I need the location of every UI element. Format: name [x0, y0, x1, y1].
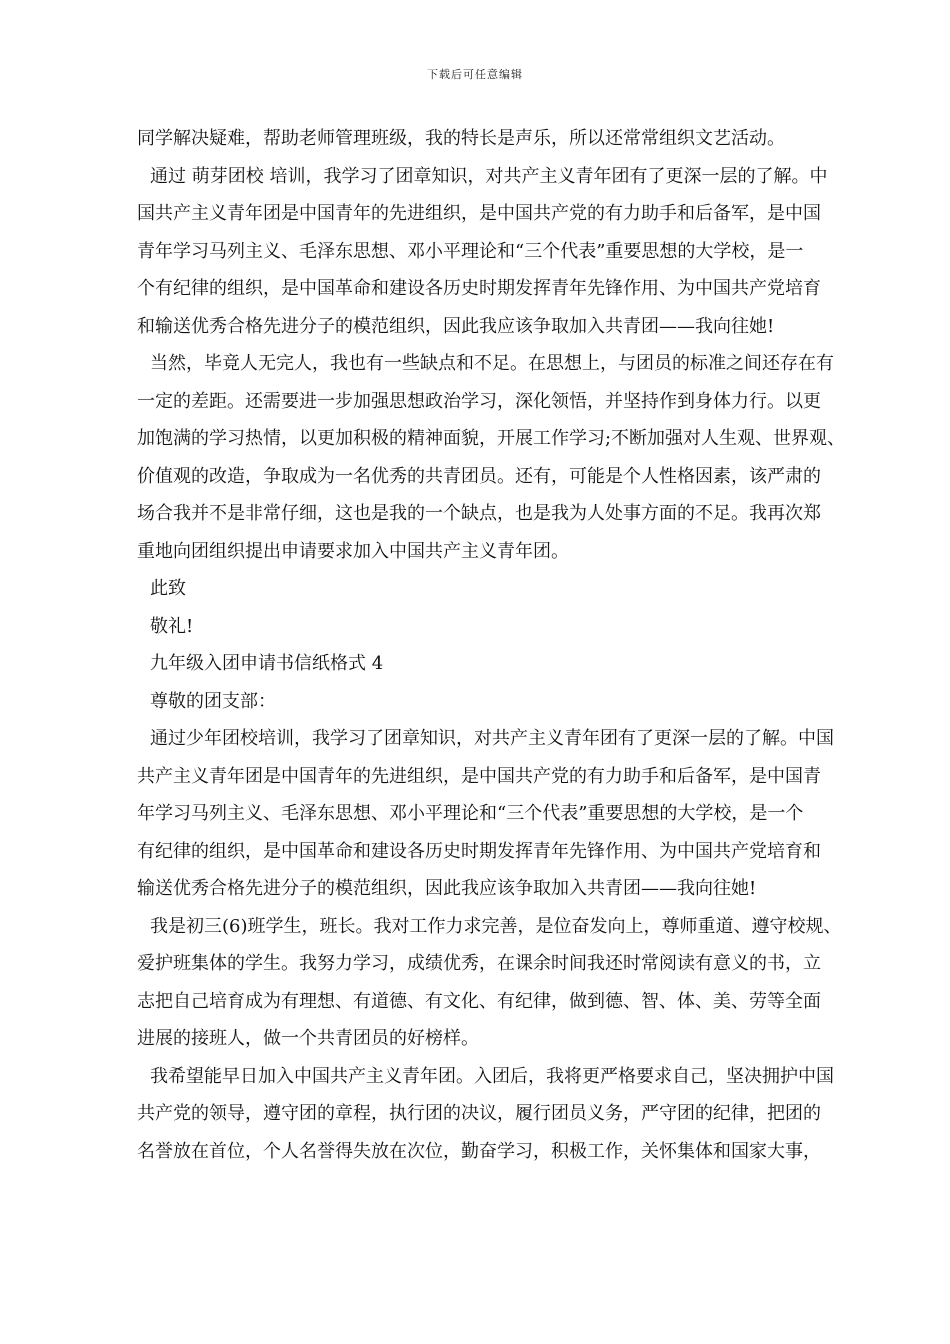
text-line: 我希望能早日加入中国共产主义青年团。入团后，我将更严格要求自己，坚决拥护中国	[150, 1065, 834, 1087]
text-line: 国共产主义青年团是中国青年的先进组织，是中国共产党的有力助手和后备军，是中国	[137, 203, 821, 224]
page-header: 下载后可任意编辑	[427, 68, 523, 81]
text-line: 同学解决疑难，帮助老师管理班级，我的特长是声乐，所以还常常组织文艺活动。	[137, 128, 785, 149]
text-line: 和输送优秀合格先进分子的模范组织，因此我应该争取加入共青团——我向往她!	[137, 315, 775, 337]
text-line: 重地向团组织提出申请要求加入中国共产主义青年团。	[137, 540, 569, 562]
text-line: 名誉放在首位，个人名誉得失放在次位，勤奋学习，积极工作，关怀集体和国家大事，	[137, 1140, 821, 1162]
text-line: 通过 萌芽团校 培训，我学习了团章知识，对共产主义青年团有了更深一层的了解。中	[150, 165, 828, 187]
text-line: 我是初三(6)班学生，班长。我对工作力求完善，是位奋发向上，尊师重道、遵守校规、	[150, 915, 842, 937]
text-line: 当然，毕竟人无完人，我也有一些缺点和不足。在思想上，与团员的标准之间还存在有	[150, 353, 834, 374]
text-line: 输送优秀合格先进分子的模范组织，因此我应该争取加入共青团——我向往她!	[137, 878, 757, 899]
text-line: 敬礼!	[150, 615, 194, 637]
text-line: 青年学习马列主义、毛泽东思想、邓小平理论和“三个代表”重要思想的大学校，是一	[137, 240, 804, 262]
document-body	[137, 120, 889, 1170]
text-line: 有纪律的组织，是中国革命和建设各历史时期发挥青年先锋作用、为中国共产党培育和	[137, 840, 821, 862]
text-line: 进展的接班人，做一个共青团员的好榜样。	[137, 1028, 479, 1049]
text-line: 爱护班集体的学生。我努力学习，成绩优秀，在课余时间我还时常阅读有意义的书，立	[137, 953, 821, 974]
text-line: 尊敬的团支部：	[150, 690, 276, 712]
text-line: 共产党的领导，遵守团的章程，执行团的决议，履行团员义务，严守团的纪律，把团的	[137, 1103, 821, 1124]
text-line: 个有纪律的组织，是中国革命和建设各历史时期发挥青年先锋作用、为中国共产党培育	[137, 278, 821, 299]
text-line: 场合我并不是非常仔细，这也是我的一个缺点，也是我为人处事方面的不足。我再次郑	[137, 503, 821, 524]
text-line: 此致	[150, 578, 186, 599]
text-line: 通过少年团校培训，我学习了团章知识，对共产主义青年团有了更深一层的了解。中国	[150, 728, 834, 749]
text-line: 一定的差距。还需要进一步加强思想政治学习，深化领悟，并坚持作到身体力行。以更	[137, 390, 821, 412]
text-line: 价值观的改造，争取成为一名优秀的共青团员。还有，可能是个人性格因素，该严肃的	[137, 465, 821, 487]
text-line: 共产主义青年团是中国青年的先进组织，是中国共产党的有力助手和后备军，是中国青	[137, 765, 821, 787]
text-line: 九年级入团申请书信纸格式 4	[150, 653, 384, 674]
text-line: 志把自己培育成为有理想、有道德、有文化、有纪律，做到德、智、体、美、劳等全面	[137, 990, 821, 1012]
text-line: 年学习马列主义、毛泽东思想、邓小平理论和“三个代表”重要思想的大学校，是一个	[137, 803, 804, 824]
text-line: 加饱满的学习热情，以更加积极的精神面貌，开展工作学习;不断加强对人生观、世界观、	[137, 428, 846, 449]
